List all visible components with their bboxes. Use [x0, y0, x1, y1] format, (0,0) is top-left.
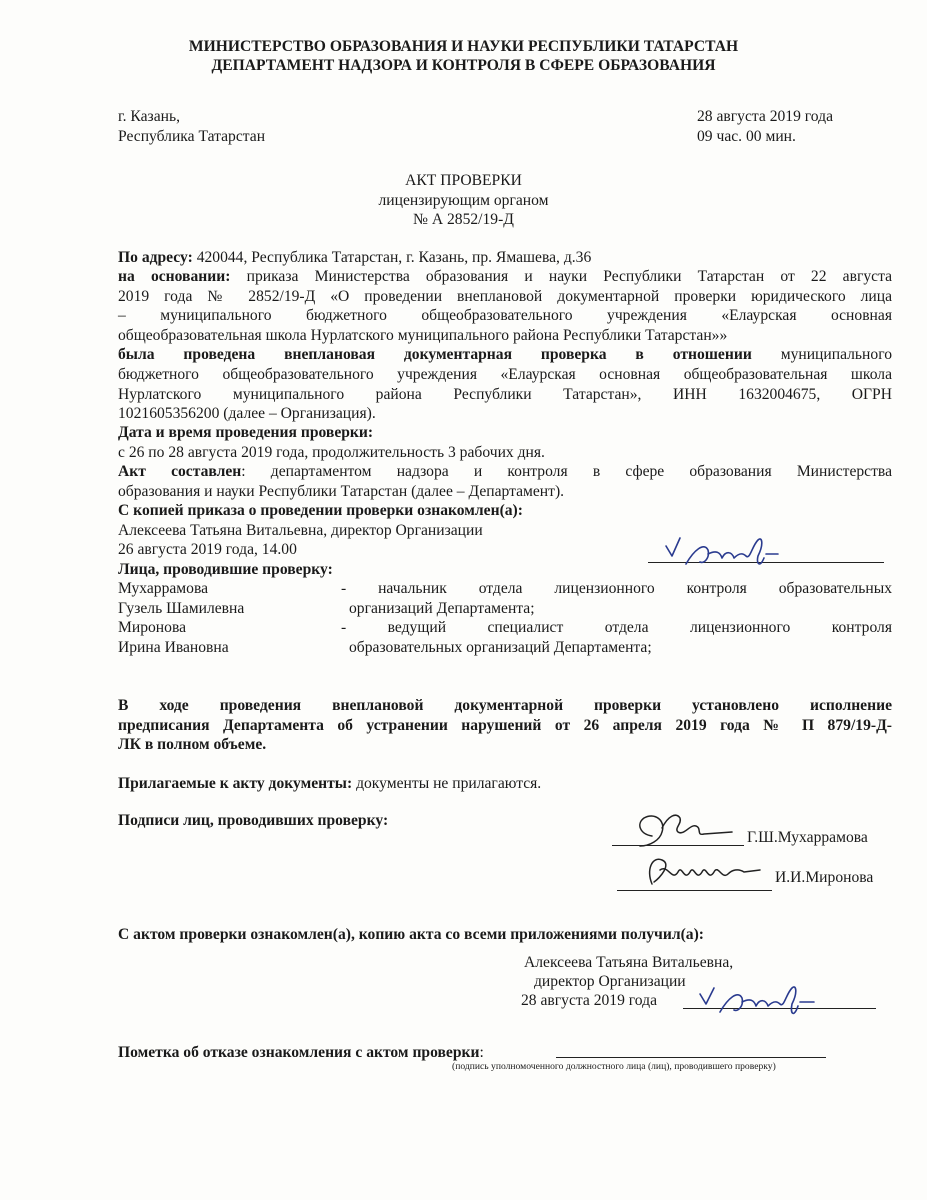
inspector-1-name: Гузель Шамилевна: [118, 600, 245, 617]
signature-mironova: [632, 846, 772, 896]
region: Республика Татарстан: [118, 128, 266, 145]
basis-line-4: общеобразовательная школа Нурлатского муниципального района Республики Татарстан»»: [118, 327, 728, 344]
compiled-text-1: : департаментом надзора и контроля в сфере образования Министерства: [241, 463, 892, 480]
inspector-2-role-1: - ведущий специалист отдела лицензионного контроля: [341, 619, 892, 636]
basis-line-2: 2019 года № 2852/19-Д «О проведении внеплановой документарной проверки юридического лица: [118, 288, 892, 305]
order-ack-label: С копией приказа о проведении проверки ознакомлен(а):: [118, 502, 523, 519]
ministry-name: МИНИСТЕРСТВО ОБРАЗОВАНИЯ И НАУКИ РЕСПУБЛИКИ ТАТАРСТАН: [188, 38, 739, 55]
signature-alekseeva-1: [660, 524, 800, 576]
document-number: № А 2852/19-Д: [413, 211, 514, 228]
basis-line-1: [118, 268, 892, 286]
inspection-line-3: Нурлатского муниципального района Республики Татарстан», ИНН 1632004675, ОГРН: [118, 386, 892, 403]
refusal-line: [118, 1044, 484, 1062]
basis-text-1: приказа Министерства образования и науки Республики Татарстан от 22 августа: [230, 268, 893, 285]
refusal-colon: :: [479, 1044, 484, 1061]
inspector-1-role-2: организаций Департамента;: [349, 600, 535, 617]
attachments-line: [118, 775, 541, 793]
signatures-label: Подписи лиц, проводивших проверку:: [118, 812, 389, 829]
inspection-text-1: муниципального: [751, 346, 892, 363]
inspector-1-role-1: - начальник отдела лицензионного контроля образовательных: [341, 580, 892, 597]
receipt-position: директор Организации: [534, 973, 686, 990]
inspector-2-surname: Миронова: [118, 619, 187, 636]
inspection-line-4: 1021605356200 (далее – Организация).: [118, 405, 376, 422]
address-line: [118, 249, 591, 267]
attachments-value: документы не прилагаются.: [352, 775, 542, 792]
refusal-caption: (подпись уполномоченного должностного лица (лиц), проводившего проверку): [452, 1061, 776, 1072]
document-title: АКТ ПРОВЕРКИ: [405, 172, 522, 189]
order-ack-name: Алексеева Татьяна Витальевна, директор Организации: [118, 522, 483, 539]
address-value: 420044, Республика Татарстан, г. Казань, пр. Ямашева, д.36: [192, 249, 592, 266]
compiled-line-1: [118, 463, 892, 481]
finding-line-1: В ходе проведения внеплановой документарной проверки установлено исполнение: [118, 697, 892, 714]
basis-label: на основании:: [118, 268, 231, 285]
refusal-signature-line: [556, 1057, 826, 1058]
finding-line-3: ЛК в полном объеме.: [118, 736, 267, 753]
city: г. Казань,: [118, 108, 180, 125]
finding-line-2: предписания Департамента об устранении нарушений от 26 апреля 2019 года № П 879/19-Д-: [118, 717, 892, 734]
compiled-line-2: образования и науки Республики Татарстан (далее – Департамент).: [118, 483, 565, 500]
signature-2-name: И.И.Миронова: [775, 869, 874, 886]
document-subtitle: лицензирующим органом: [378, 192, 549, 209]
compiled-label: Акт составлен: [118, 463, 242, 480]
receipt-name: Алексеева Татьяна Витальевна,: [524, 954, 734, 971]
inspection-line-2: бюджетного общеобразовательного учреждения «Елаурская основная общеобразовательная школа: [118, 366, 892, 383]
act-time: 09 час. 00 мин.: [697, 128, 796, 145]
refusal-label: Пометка об отказе ознакомления с актом проверки: [118, 1044, 480, 1061]
inspector-2-role-2: образовательных организаций Департамента;: [349, 639, 652, 656]
order-ack-date: 26 августа 2019 года, 14.00: [118, 541, 297, 558]
basis-line-3: – муниципального бюджетного общеобразовательного учреждения «Елаурская основная: [118, 307, 892, 324]
period-label: Дата и время проведения проверки:: [118, 424, 374, 441]
signature-alekseeva-2: [696, 972, 836, 1024]
period-value: с 26 по 28 августа 2019 года, продолжительность 3 рабочих дня.: [118, 444, 545, 461]
receipt-date: 28 августа 2019 года: [521, 992, 658, 1009]
inspector-2-name: Ирина Ивановна: [118, 639, 229, 656]
inspection-line-1: [118, 346, 892, 364]
attachments-label: Прилагаемые к акту документы:: [118, 775, 353, 792]
act-date: 28 августа 2019 года: [697, 108, 834, 125]
inspectors-label: Лица, проводившие проверку:: [118, 561, 333, 578]
signature-1-name: Г.Ш.Мухаррамова: [747, 829, 868, 846]
inspection-label: была проведена внеплановая документарная проверка в отношении: [118, 346, 752, 363]
inspector-1-surname: Мухаррамова: [118, 580, 209, 597]
department-name: ДЕПАРТАМЕНТ НАДЗОРА И КОНТРОЛЯ В СФЕРЕ ОБРАЗОВАНИЯ: [211, 57, 716, 74]
receipt-label: С актом проверки ознакомлен(а), копию акта со всеми приложениями получил(а):: [118, 926, 704, 943]
address-label: По адресу:: [118, 249, 193, 266]
